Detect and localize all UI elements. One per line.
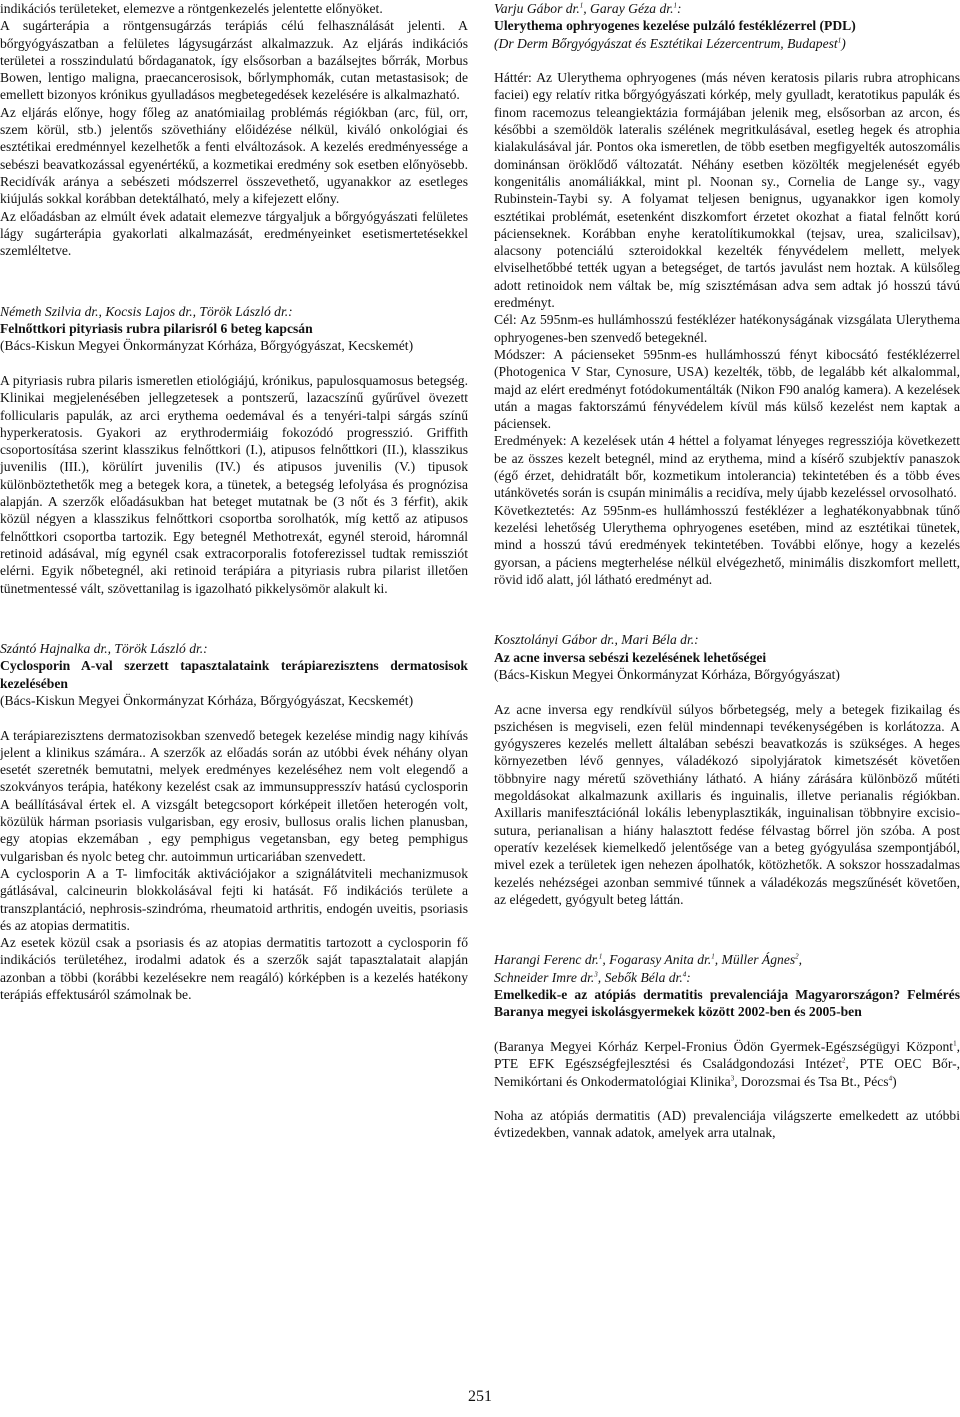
abstract-title: Cyclosporin A-val szerzett tapasztalataink terápiarezisztens dermatosisok kezelésében xyxy=(0,658,468,691)
page-number: 251 xyxy=(468,1388,492,1405)
abstract-paragraph: Háttér: Az Ulerythema ophryogenes (más néven keratosis pilaris rubra atrophicans faciei) egy relatív ritka bőrgyógyászati kórkép, mely gyulladt, keratotikus papulák és finom racemozus teleangiektázia formájában jelenik meg, elsősorban az arcon, és későbbi a szemöldök lateralis szélének megritkulásával, esetleg hegek és atrophia kialakulásával jár. Pontos oka ismeretlen, de több esetben megfigyelték autoszomális dominánsan öröklődő változatát. Néhány esetben közölték megjelenését egyéb kongenitális anomáliákkal, mint pl. Noonan sy., Cornelia de Lange sy., vagy Rubinstein-Taybi sy. A folyamat teljesen benignus, ugyanakkor igen komoly esztétikai problémát, esetenként diszkomfort érzetet okozhat a fiatal felnőtt korú pácienseknek. Korábban enyhe keratolítikumokkal (tejsav, urea, szalicilsav), alacsony potenciálú szteroidokkal kezelték fényvédelem mellett, melyek elviselhetőbbé tették ugyan a betegséget, de tartós javulást nem hoztak. A külsőleg adott retinoidok nem váltak be, míg szisztémásan adva sem adtak jó hosszú távú eredményt. xyxy=(494,70,960,311)
intro-paragraph: A sugárterápia a röntgensugárzás terápiás célú felhasználását jelenti. A bőrgyógyászatban a felületes lágysugárzást alkalmazzuk. Az eljárás indikációs területei a rosszindulatú bőrdaganatok, így elsősorban a bazálsejtes bőrrák, Morbus Bowen, lentigo maligna, praecancerosisok, bőrlymphomák, cutan metastasisok; de emellett bizonyos krónikus gyulladásos megbetegedések kezelésére is alkalmazható. xyxy=(0,18,468,103)
abstract-authors: Harangi Ferenc dr.$^1$, Fogarasy Anita dr.$^1$, Müller Ágnes$^2$, Schneider Imre dr.$^3$, Sebők Béla dr.$^4$: xyxy=(494,952,803,985)
abstract-authors: Szántó Hajnalka dr., Török László dr.: xyxy=(0,641,208,657)
intro-paragraph: Az eljárás előnye, hogy főleg az anatómiailag problémás régiókban (arc, fül, orr, szem körül, stb.) jelentős szövethiány előidézése nélkül, kiváló onkológiai és esztétikai eredménnyel kezelhetők a fenti elváltozások. A kezelés eredményessége a sebészi beavatkozással egyenértékű, a kozmetikai eredmény sok esetben előnyösebb. Recidívák aránya a sebészeti módszerrel összevethető, ugyanakkor az esetleges kiújulás sokkal korábban detektálható, mely a kifejezett előny. xyxy=(0,104,468,207)
abstract-affiliation: (Baranya Megyei Kórház Kerpel-Fronius Ödön Gyermek-Egészségügyi Központ$^1$, PTE EFK Egészségfejlesztési és Családgondozási Intézet$^2$, PTE OEC Bőr-, Nemikórtani és Onkodermatológiai Klinika$^3$, Dorozsmai és Tsa Bt., Pécs$^4$) xyxy=(494,1038,960,1089)
abstract-paragraph: Módszer: A pácienseket 595nm-es hullámhosszú fényt kibocsátó festéklézerrel (Photogenica V Star, Cynosure, USA) kezelték, több, de legalább két alkalommal, majd az elért eredményt fotódokumentálták (Nikon F90 analóg kamera). A kezelések után a magas faktorszámú fényvédelem kívül más külső kezelést nem kaptak a páciensek. xyxy=(494,346,960,432)
abstract-title: Felnőttkori pityriasis rubra pilarisról 6 beteg kapcsán xyxy=(0,321,313,337)
abstract-pityriasis xyxy=(0,303,468,597)
abstract-title: Emelkedik-e az atópiás dermatitis prevalenciája Magyarországon? Felmérés Baranya megyei iskolásgyermekek között 2002-ben és 2005-ben xyxy=(494,987,960,1020)
intro-paragraph: Az előadásban az elmúlt évek adatait elemezve tárgyaljuk a bőrgyógyászati felületes lágy sugárterápia gyakorlati alkalmazását, eredményeinket esetismertetésekkel szemléltetve. xyxy=(0,208,468,259)
abstract-paragraph: A pityriasis rubra pilaris ismeretlen etiológiájú, krónikus, papulosquamosus betegség. Klinikai megjelenésében jellegzetesek a pontszerű, lazacszínű gyűrűvel övezett follicularis papulák, az arci erythema oedemával és a tenyéri-talpi sárgás színű hyperkeratosis. Gyakori az erythrodermiáig fokozódó progresszió. Griffith csoportosítása szerint klasszikus felnőttkori (I.), atipusos felnőttkori (II.), klasszikus juvenilis (III.), körülírt juvenilis (IV.) és atipusos juvenilis (V.) tipusok különböztethetők meg a betegek kora, a tünetek, a betegség lefolyása és prognózisa alapján. A szerzők előadásukban hat beteget mutatnak be (3 nőt és 3 férfit), akik közül négyen a klasszikus felnőttkori csoportba sorolhatók, míg kettő az atipusos felnőttkori csoportba tartozik. Egy betegnél Methotrexát, egynél steroid, háromnál retinoid adásával, míg egynél csak extracorporalis fotoferezissel tudtak remissziót elérni. Egyik nőbetegnél, aki retinoid terápiára a pityriasis rubra pilarist illetően tünetmentessé vált, szövettanilag is igazolható pikkelysömör alakult ki. xyxy=(0,372,468,596)
abstract-authors: Varju Gábor dr.$^1$, Garay Géza dr.$^1$: xyxy=(494,1,682,16)
abstract-title: Az acne inversa sebészi kezelésének lehetőségei xyxy=(494,649,767,665)
abstract-paragraph: Noha az atópiás dermatitis (AD) prevalenciája világszerte emelkedett az utóbbi évtizedekben, vannak adatok, amelyek arra utalnak, xyxy=(494,1108,960,1141)
abstract-affiliation: (Dr Derm Bőrgyógyászat és Esztétikai Lézercentrum, Budapest$^1$) xyxy=(494,35,846,51)
abstract-authors: Németh Szilvia dr., Kocsis Lajos dr., Török László dr.: xyxy=(0,303,293,319)
abstract-affiliation: (Bács-Kiskun Megyei Önkormányzat Kórháza, Bőrgyógyászat, Kecskemét) xyxy=(0,692,414,708)
abstract-affiliation: (Bács-Kiskun Megyei Önkormányzat Kórháza, Bőrgyógyászat) xyxy=(494,666,840,682)
left-column xyxy=(0,0,468,1003)
abstract-atopic xyxy=(494,951,960,1141)
abstract-title: Ulerythema ophryogenes kezelése pulzáló festéklézerrel (PDL) xyxy=(494,18,856,34)
abstract-acne xyxy=(494,631,960,908)
abstract-paragraph: Az esetek közül csak a psoriasis és az atopias dermatitis tartozott a cyclosporin fő indikációs területéhez, irodalmi adatok és a szerzők saját tapasztalatait alapján azonban a többi (korábbi kezelésekre nem reagáló) kórképben is a kezelés hatékony terápiás effektusáról számolnak be. xyxy=(0,935,468,1003)
abstract-ulerythema xyxy=(494,0,960,588)
abstract-cyclosporin xyxy=(0,640,468,1003)
abstract-affiliation: (Bács-Kiskun Megyei Önkormányzat Kórháza, Bőrgyógyászat, Kecskemét) xyxy=(0,338,414,354)
abstract-paragraph: Cél: Az 595nm-es hullámhosszú festéklézer hatékonyságának vizsgálata Ulerythema ophryogenes-ben szenvedő betegeknél. xyxy=(494,312,960,345)
abstract-paragraph: A cyclosporin A a T- limfociták aktivációjakor a szignálátviteli mechanizmusok gátlásával, calcineurin blokkolásával fejti ki hatását. Fő indikációs területe a transzplantáció, nephrosis-szindróma, rheumatoid arthritis, endogén uveitis, psoriasis és az atopias dermatitis. xyxy=(0,865,468,933)
abstract-paragraph: A terápiarezisztens dermatozisokban szenvedő betegek kezelése mindig nagy kihívás jelent a klinikus számára.. A szerzők az előadás során az utóbbi évek néhány olyan esetét szeretnék bemutatni, melyek eredményes kezeléséhez nem volt elegendő a szokványos terápia, hatékony kezelést csak az immunsuppresszív hatású cyclosporin A beállításával értek el. A vizsgált betegcsoport kórképeit illetően heterogén volt, közülük hárman psoriasis vulgarisban, egy erosiv, bullosus oralis lichen planusban, egy atopias ekzemában , egy pemphigus vegetansban, egy beteg pemphigus vulgarisban és nyolc beteg chr. autoimmun urticariában szenvedett. xyxy=(0,727,468,864)
intro-paragraph: indikációs területeket, elemezve a röntgenkezelés jelentette előnyöket. xyxy=(0,1,383,16)
right-column xyxy=(494,0,960,1142)
abstract-paragraph: Következtetés: Az 595nm-es hullámhosszú festéklézer a leghatékonyabbnak tűnő kezelési lehetőség Ulerythema ophryogenes esetében, mind az esztétikai tünetek, mind a hosszú távú eredmények tekintetében. További előnye, hogy a kezelés gyorsan, a páciens megterhelése nélkül elvégezhető, minimális diszkomfort mellett, rövid idő alatt, jól látható eredményt ad. xyxy=(494,502,960,587)
abstract-authors: Kosztolányi Gábor dr., Mari Béla dr.: xyxy=(494,632,699,648)
abstract-paragraph: Az acne inversa egy rendkívül súlyos bőrbetegség, mely a betegek fizikailag és pszichésen is megviseli, ezen felül mindennapi tevékenységében is korlátozza. A gyógyszeres kezelés mellett általában sebészi beavatkozás is szükséges. A heges környezetben lévő gennyes, váladékozó sipolyjáratok kimetszését követően többnyire nagy méretű szövethiány látható. A hiány zárására különböző műtéti megoldásokat alkalmazunk axillaris és inguinalis, illetve perianalis régiókban. Axillaris manifesztációnál lokális lebenyplasztikák, inguinalisan többnyire excisio-sutura, perianalisan a hiány halasztott fedése félvastag bőrrel jön szóba. A post operatív kezelések kiemelkedő jelentősége van a beteg gyógyulása szempontjából, mivel ezek a területek igen nehezen ápolhatók, kötözhetők. A sokszor hosszadalmas kezelés nehézségei azonban semmivé tűnnek a váladékozás megszűnését követően, az elégedett, gyógyult beteg láttán. xyxy=(494,701,960,907)
abstract-paragraph: Eredmények: A kezelések után 4 héttel a folyamat lényeges regressziója következett be az összes kezelt betegnél, mind az erythema, mind a kísérő szubjektív panaszok (égő érzet, dehidratált bőr, kozmetikum intolerancia) tekintetében és a több éves utánkövetés során is csupán minimális a recidíva, mely újabb kezeléssel orvosolható. xyxy=(494,433,960,501)
